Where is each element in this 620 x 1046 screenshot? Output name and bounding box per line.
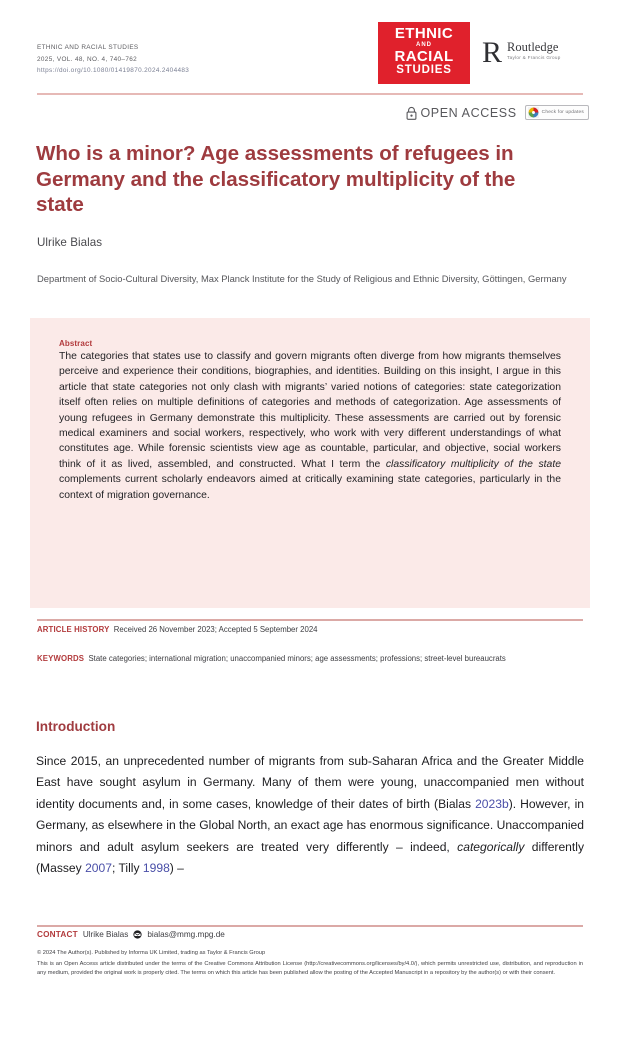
email-icon (133, 930, 142, 939)
open-access-badge (406, 106, 516, 120)
check-for-updates-badge[interactable] (525, 105, 589, 120)
body-italic-categorically: categorically (457, 839, 525, 854)
footer-divider (37, 925, 583, 927)
body-part-5: ) – (169, 861, 184, 876)
contact-row (37, 930, 225, 939)
section-heading-introduction: Introduction (36, 719, 116, 734)
journal-masthead (37, 42, 367, 77)
license-text (37, 960, 583, 979)
abstract-text (59, 349, 561, 503)
keywords-tag: KEYWORDS (37, 654, 85, 663)
article-history-tag: ARTICLE HISTORY (37, 625, 110, 634)
header-divider (37, 93, 583, 95)
journal-logo-line3: RACIAL (394, 48, 454, 65)
journal-logo (378, 22, 470, 84)
article-history-value: Received 26 November 2023; Accepted 5 September 2024 (113, 625, 318, 634)
open-access-label: OPEN ACCESS (420, 105, 517, 120)
journal-logo-line1: ETHNIC (394, 25, 454, 42)
article-title: Who is a minor? Age assessments of refugees in Germany and the classificatory multiplicity of the state (36, 142, 516, 216)
metadata-divider (37, 619, 583, 621)
abstract-box (30, 318, 590, 608)
author-affiliation: Department of Socio-Cultural Diversity, Max Planck Institute for the Study of Religious and Ethnic Diversity, Göttingen, Germany (37, 273, 567, 284)
contact-tag: CONTACT (37, 930, 78, 939)
routledge-mark-icon: R (482, 36, 503, 69)
journal-logo-line2: AND (416, 42, 432, 48)
copyright-line: © 2024 The Author(s). Published by Informa UK Limited, trading as Taylor & Francis Group (37, 950, 266, 956)
citation-massey-2007[interactable]: 2007 (85, 861, 112, 876)
abstract-italic-phrase: classificatory multiplicity of the state (385, 458, 561, 470)
abstract-part-2: complements current scholarly endeavors aimed at critically examining state categories, particularly in the context of migration governance. (59, 474, 561, 501)
article-history (37, 624, 583, 636)
body-part-2: ). However, in Germany, as elsewhere in the Global North, an exact age has enormous significance. Unaccompanied minors and adult asylum seekers are treated very differently – indeed, (36, 796, 584, 854)
keywords (37, 653, 583, 665)
license-link[interactable]: http://creativecommons.org/licenses/by/4.0/ (306, 961, 416, 967)
article-author[interactable]: Ulrike Bialas (37, 236, 103, 249)
journal-issue: 2025, VOL. 48, NO. 4, 740–762 (37, 55, 138, 63)
body-part-4: ; Tilly (111, 861, 143, 876)
crossmark-icon (528, 107, 539, 118)
journal-logo-line4: STUDIES (396, 64, 452, 76)
abstract-label: Abstract (59, 339, 93, 348)
publisher-group: Taylor & Francis Group (507, 55, 561, 60)
body-part-1: Since 2015, an unprecedented number of migrants from sub-Saharan Africa and the Greater Middle East have sought asylum in Germany. Many of them were young, unaccompanied men without identity documents and, in some cases, knowledge of their dates of birth (Bialas (36, 754, 584, 811)
lock-icon (406, 106, 417, 120)
introduction-paragraph (36, 751, 584, 879)
journal-doi-link[interactable]: https://doi.org/10.1080/01419870.2024.2404483 (37, 67, 190, 74)
journal-name: ETHNIC AND RACIAL STUDIES (37, 44, 139, 51)
keywords-value: State categories; international migration; unaccompanied minors; age assessments; professions; street-level bureaucrats (88, 654, 506, 663)
abstract-part-1: The categories that states use to classify and govern migrants often diverge from how migrants themselves perceive and experience their conditions, biographies, and identities. Building on this insight, I argue in this article that state categories not only clash with migrants’ varied notions of categories: state categorization itself often relies on multiple definitions of categories and methods of categorization. Age assessments of young refugees in Germany demonstrate this multiplicity. These assessments are carried out by forensic medical examiners and social workers, respectively, who work with very different understandings of what constitutes age. While forensic scientists view age as countable, particular, and objective, social workers think of it as lived, assembled, and constructed. What I term the (59, 351, 561, 470)
license-part-1: This is an Open Access article distributed under the terms of the Creative Commons Attribution License ( (37, 961, 307, 967)
citation-tilly-1998[interactable]: 1998 (142, 861, 170, 876)
license-part-2: ), which permits unrestricted use, distribution, and reproduction in any medium, provided the original work is properly cited. The terms on which this article has been published allow the posting of the Accepted Manuscript in a repository by the author(s) or with their consent. (37, 961, 583, 977)
publisher-logo (482, 36, 561, 69)
contact-name: Ulrike Bialas (82, 930, 129, 939)
open-access-row (406, 105, 589, 120)
body-part-3: differently (Massey (36, 839, 584, 876)
citation-bialas-2023b[interactable]: 2023b (475, 796, 509, 811)
contact-email[interactable]: bialas@mmg.mpg.de (147, 930, 225, 939)
check-for-updates-label: Check for updates (541, 110, 584, 115)
publisher-name: Routledge (507, 40, 559, 54)
